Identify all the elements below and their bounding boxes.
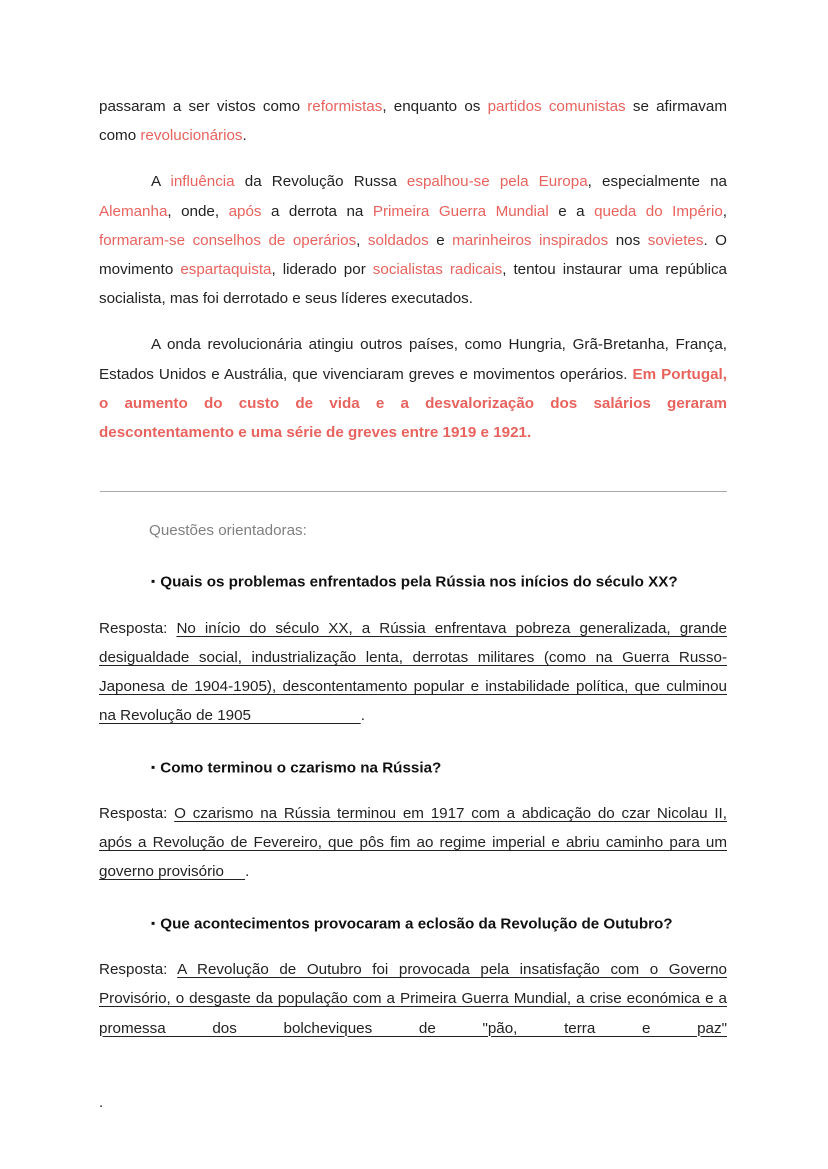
square-bullet-icon: ▪ — [151, 759, 156, 774]
answer-text: O czarismo na Rússia terminou em 1917 com a abdicação do czar Nicolau II, após a Revolução de Fevereiro, que pôs fim ao regime imperial e abriu caminho para um governo provisório — [99, 805, 727, 881]
answer-label: Resposta: — [99, 619, 168, 637]
text-run: , — [356, 231, 368, 249]
answer-1 — [99, 614, 727, 731]
text-run-highlight: queda do Império — [594, 202, 723, 220]
text-run: A — [151, 173, 171, 191]
question-1 — [99, 567, 727, 597]
text-run: . O movimento — [99, 231, 727, 279]
question-text: Como terminou o czarismo na Rússia? — [160, 759, 442, 777]
text-run-highlight: marinheiros inspirados — [452, 231, 609, 249]
question-text: Que acontecimentos provocaram a eclosão da Revolução de Outubro? — [160, 915, 673, 933]
text-run: A onda revolucionária atingiu outros países, como Hungria, Grã-Bretanha, França, Estados Unidos e Austrália, que vivenciaram greves e movimentos operários. — [99, 336, 727, 383]
square-bullet-icon: ▪ — [151, 574, 156, 589]
answer-blank-line — [251, 707, 361, 724]
text-run-highlight: influência — [170, 173, 235, 191]
question-text: Quais os problemas enfrentados pela Rússia nos inícios do século XX? — [160, 573, 678, 591]
text-run: , liderado por — [271, 261, 373, 279]
text-run: , enquanto os — [382, 98, 488, 115]
text-run-highlight: espartaquista — [180, 261, 272, 279]
text-run: , tentou instaurar uma república socialista, mas foi derrotado e seus líderes executados. — [99, 261, 728, 308]
questions-section-label: Questões orientadoras: — [149, 522, 307, 540]
text-run-highlight: após — [228, 202, 262, 220]
text-run-highlight: formaram-se conselhos de operários — [99, 231, 357, 249]
text-run-highlight: revolucionários — [140, 127, 243, 145]
text-run: nos — [608, 231, 648, 249]
text-run: , — [722, 202, 727, 220]
answer-blank-line — [224, 863, 245, 880]
paragraph-1 — [99, 92, 727, 150]
text-run-highlight: Alemanha — [99, 202, 168, 220]
text-run-highlight: Primeira Guerra Mundial — [372, 202, 549, 220]
section-divider — [100, 491, 727, 492]
text-run-highlight: partidos comunistas — [487, 98, 626, 115]
paragraph-2 — [99, 167, 727, 313]
text-run: a derrota na — [261, 202, 373, 220]
text-run: e — [428, 231, 453, 249]
text-run-highlight: espalhou-se pela Europa — [406, 173, 588, 191]
answer-label: Resposta: — [99, 805, 168, 823]
text-run: da Revolução Russa — [234, 173, 407, 191]
text-run: , onde, — [167, 202, 229, 220]
question-3 — [99, 909, 727, 939]
text-run: , especialmente na — [587, 173, 727, 191]
answer-3 — [99, 955, 727, 1072]
square-bullet-icon: ▪ — [151, 915, 156, 930]
text-run: . — [242, 127, 247, 145]
text-run-highlight: socialistas radicais — [372, 261, 503, 279]
answer-terminator: . — [360, 707, 365, 725]
trailing-period: . — [99, 1093, 104, 1111]
text-run-highlight: reformistas — [307, 98, 383, 115]
question-2 — [99, 753, 727, 783]
answer-text: A Revolução de Outubro foi provocada pela insatisfação com o Governo Provisório, o desgaste da população com a Primeira Guerra Mundial, a crise económica e a promessa dos bolcheviques de "pão, terra e paz" — [99, 961, 727, 1037]
text-run-highlight: sovietes — [647, 231, 704, 249]
answer-terminator: . — [245, 863, 250, 881]
paragraph-3 — [99, 330, 727, 447]
text-run-emphasis: Em Portugal, o aumento do custo de vida e a desvalorização dos salários geraram descontentamento e uma série de greves entre 1919 e 1921. — [99, 365, 727, 442]
text-run: e a — [548, 202, 595, 220]
text-run: passaram a ser vistos como — [99, 98, 308, 115]
text-run: se afirmavam como — [99, 98, 727, 145]
answer-text: No início do século XX, a Rússia enfrentava pobreza generalizada, grande desigualdade social, industrialização lenta, derrotas militares (como na Guerra Russo-Japonesa de 1904-1905), descontentamento popular e instabilidade política, que culminou na Revolução de 1905 — [99, 619, 727, 725]
text-run-highlight: soldados — [367, 231, 429, 249]
answer-label: Resposta: — [99, 961, 168, 979]
answer-2 — [99, 799, 727, 887]
